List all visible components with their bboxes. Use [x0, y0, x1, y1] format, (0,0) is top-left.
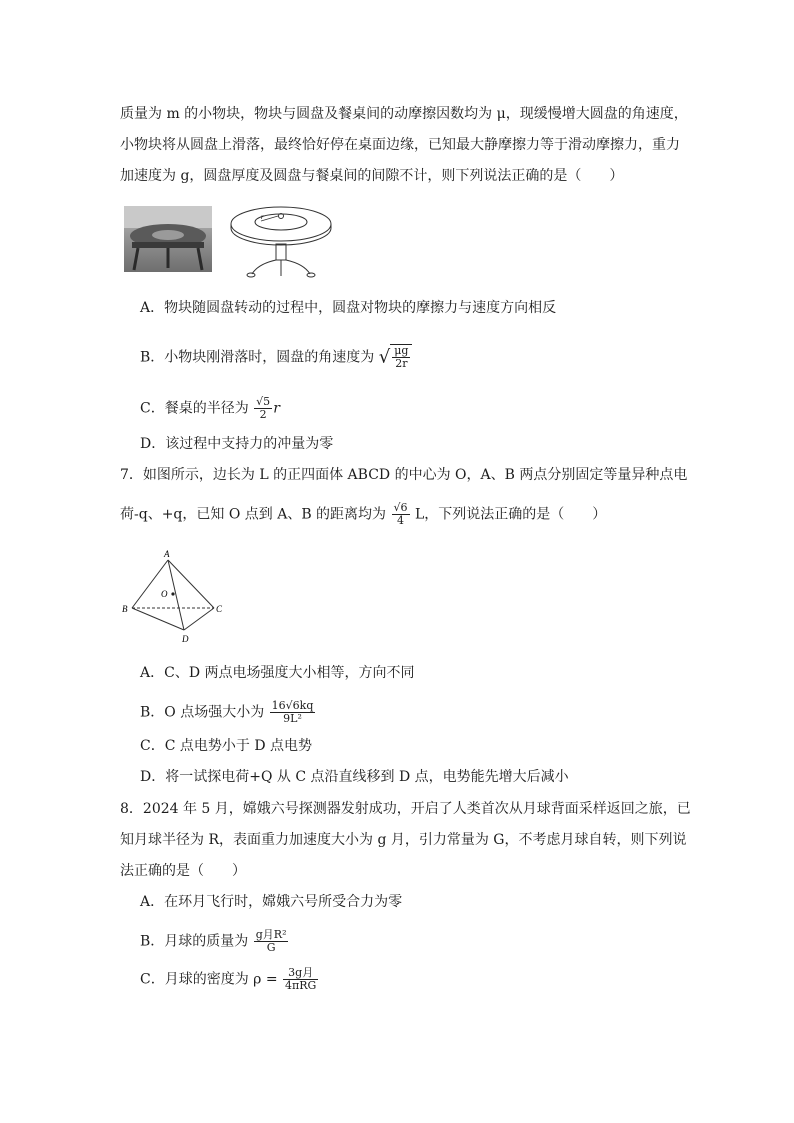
- q6-stem-line2: 小物块将从圆盘上滑落，最终恰好停在桌面边缘，已知最大静摩擦力等于滑动摩擦力，重力: [120, 137, 680, 153]
- q8-stem-line1: 8．2024 年 5 月，嫦娥六号探测器发射成功，开启了人类首次从月球背面采样返回之旅，已: [120, 801, 691, 817]
- tetrahedron-diagram: [118, 548, 228, 648]
- q6-option-c-num: √5: [256, 395, 271, 408]
- q7-stem-line2-suffix: L，下列说法正确的是（ ）: [414, 506, 607, 523]
- vertex-label-a: A: [164, 549, 170, 559]
- q6-stem-line3: 加速度为 g，圆盘厚度及圆盘与餐桌间的间隙不计，则下列说法正确的是（ ）: [120, 168, 624, 184]
- q6-option-b-den: 2r: [395, 357, 408, 370]
- q7-option-d: D．将一试探电荷+Q 从 C 点沿直线移到 D 点，电势能先增大后减小: [140, 769, 569, 785]
- dining-table-photo: [124, 206, 212, 272]
- q7-stem-line2: [120, 502, 606, 527]
- q7-stem-line2-prefix: 荷-q、+q，已知 O 点到 A、B 的距离均为: [120, 506, 387, 523]
- q6-option-c-suffix: r: [273, 400, 280, 417]
- q7-option-b: [140, 700, 316, 725]
- q7-stem-line1: 7．如图所示，边长为 L 的正四面体 ABCD 的中心为 O，A、B 两点分别固定等量异种点电: [120, 467, 688, 483]
- q7-stem-den: 4: [397, 514, 405, 527]
- q8-stem-line3: 法正确的是（ ）: [120, 863, 246, 879]
- q7-option-c: C．C 点电势小于 D 点电势: [140, 738, 312, 754]
- center-label-o: O: [161, 589, 168, 599]
- turntable-diagram: [228, 204, 334, 280]
- vertex-label-d: D: [182, 634, 189, 644]
- q8-option-b-den: G: [266, 941, 276, 954]
- q8-option-c-prefix: C．月球的密度为 ρ =: [140, 971, 278, 988]
- q8-option-c-den: 4πRG: [285, 979, 317, 992]
- radical-sign: √: [378, 346, 391, 368]
- q8-option-c: [140, 967, 319, 992]
- q6-option-c: [140, 396, 280, 421]
- turntable-diagram-drawing: [228, 204, 334, 280]
- q8-option-b: [140, 929, 289, 954]
- q6-option-b-radicand: [390, 344, 412, 370]
- radius-label: r: [261, 213, 264, 221]
- tetrahedron-drawing: [118, 548, 228, 648]
- q7-option-b-prefix: B．O 点场强大小为: [140, 704, 265, 721]
- dining-table-photo-drawing: [124, 206, 212, 272]
- q6-option-c-den: 2: [259, 408, 267, 421]
- q6-stem-line1: 质量为 m 的小物块，物块与圆盘及餐桌间的动摩擦因数均为 μ，现缓慢增大圆盘的角速度，: [120, 106, 688, 122]
- q8-option-b-num: g月R²: [255, 928, 287, 941]
- q8-option-a: A．在环月飞行时，嫦娥六号所受合力为零: [140, 894, 403, 910]
- q7-stem-num: √6: [393, 501, 408, 514]
- vertex-label-b: B: [122, 604, 128, 614]
- q8-option-c-num: 3g月: [283, 967, 318, 980]
- q6-option-b-prefix: B．小物块刚滑落时，圆盘的角速度为: [140, 349, 375, 366]
- q7-option-a: A．C、D 两点电场强度大小相等，方向不同: [140, 665, 415, 681]
- q6-option-d: D．该过程中支持力的冲量为零: [140, 436, 334, 452]
- q7-option-b-num: 16√6kq: [271, 699, 314, 712]
- q8-option-b-prefix: B．月球的质量为: [140, 933, 249, 950]
- q7-option-b-den: 9L²: [283, 712, 302, 725]
- q6-option-c-prefix: C．餐桌的半径为: [140, 400, 249, 417]
- q8-stem-line2: 知月球半径为 R，表面重力加速度大小为 g 月，引力常量为 G，不考虑月球自转，则下列说: [120, 832, 687, 848]
- vertex-label-c: C: [216, 604, 223, 614]
- q6-option-a: A．物块随圆盘转动的过程中，圆盘对物块的摩擦力与速度方向相反: [140, 300, 557, 316]
- q6-option-b-num: μg: [394, 344, 409, 357]
- q6-option-b: [140, 344, 412, 370]
